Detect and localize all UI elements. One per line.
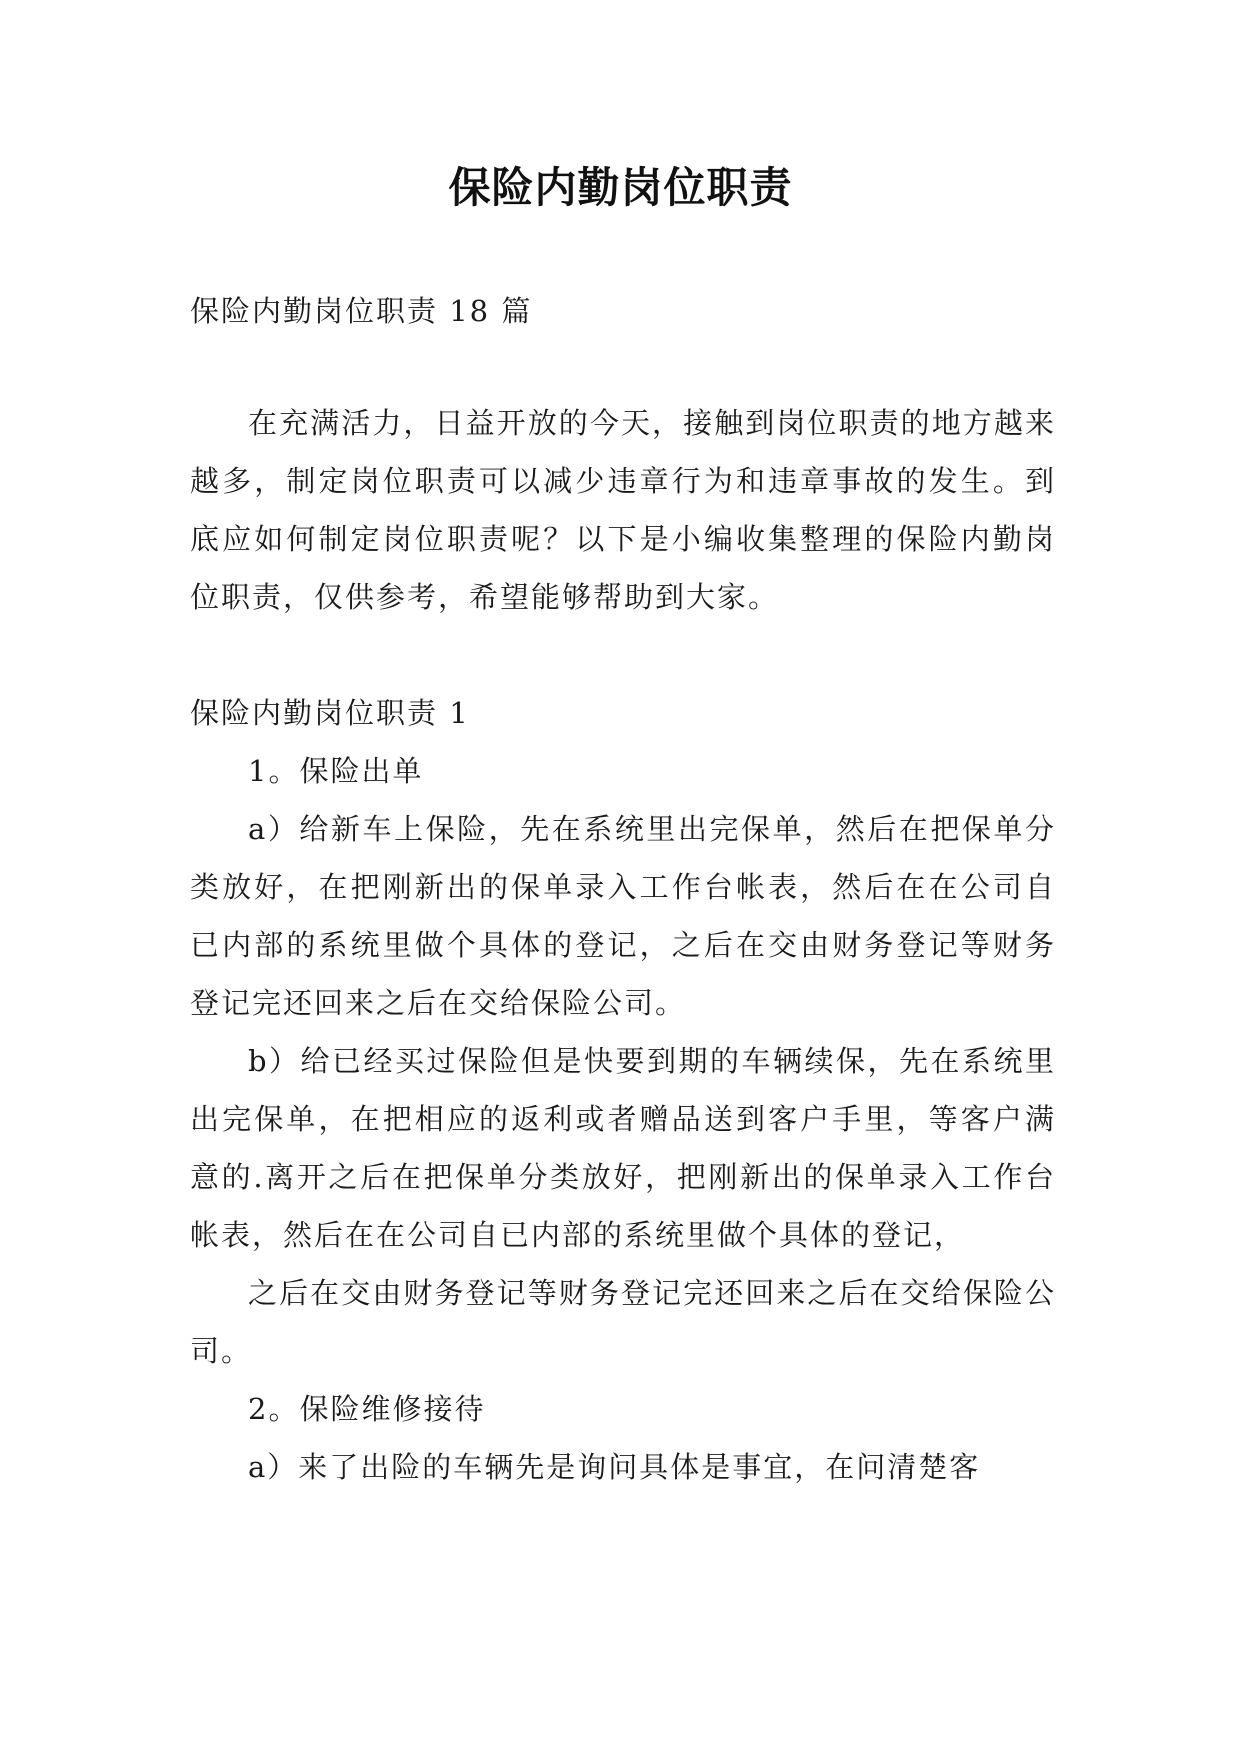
section-heading: 保险内勤岗位职责 1 [190,696,470,730]
item-1b-paragraph: b）给已经买过保险但是快要到期的车辆续保，先在系统里出完保单，在把相应的返利或者赠品送到客户手里，等客户满意的.离开之后在把保单分类放好，把刚新出的保单录入工作台帐表，然后在在公司自已内部的系统里做个具体的登记， [190,1044,1056,1252]
item-1b-continuation: 之后在交由财务登记等财务登记完还回来之后在交给保险公司。 [190,1276,1056,1368]
document-title: 保险内勤岗位职责 [448,163,793,212]
item-heading-1: 1。保险出单 [248,754,424,788]
item-heading-2: 2。保险维修接待 [248,1392,486,1426]
item-1a-paragraph: a）给新车上保险，先在系统里出完保单，然后在把保单分类放好，在把刚新出的保单录入工作台帐表，然后在在公司自已内部的系统里做个具体的登记，之后在交由财务登记等财务登记完还回来之后在交给保险公司。 [190,812,1056,1020]
intro-paragraph: 在充满活力，日益开放的今天，接触到岗位职责的地方越来越多，制定岗位职责可以减少违章行为和违章事故的发生。到底应如何制定岗位职责呢？以下是小编收集整理的保险内勤岗位职责，仅供参考，希望能够帮助到大家。 [190,406,1056,614]
item-2a-paragraph: a）来了出险的车辆先是询问具体是事宜，在问清楚客 [248,1450,981,1484]
document-body [190,282,1056,1496]
document-subtitle: 保险内勤岗位职责 18 篇 [190,294,533,328]
